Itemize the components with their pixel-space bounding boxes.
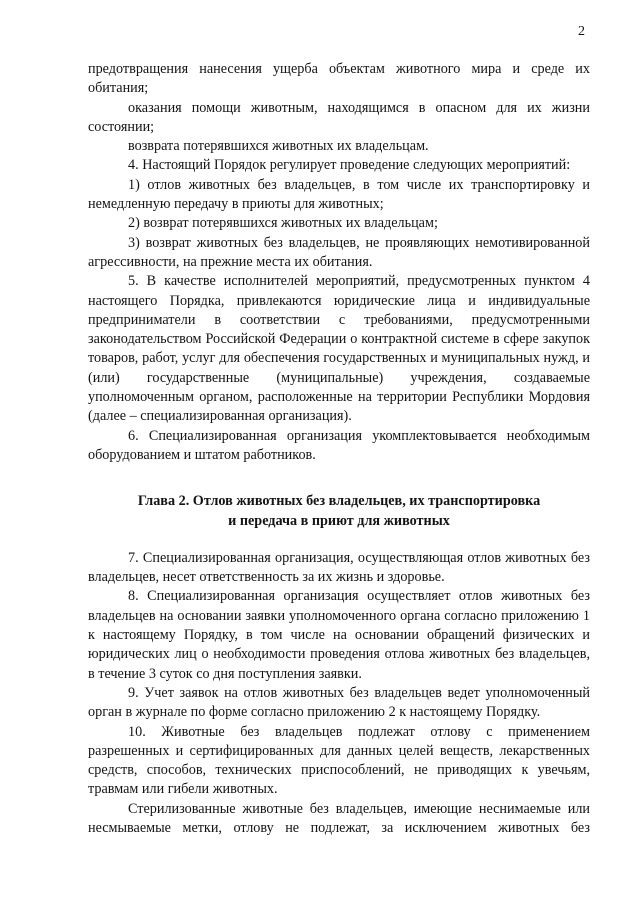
paragraph: оказания помощи животным, находящимся в опасном для их жизни состоянии;	[88, 99, 590, 135]
paragraph: 3) возврат животных без владельцев, не проявляющих немотивированной агрессивности, на прежние места их обитания.	[88, 234, 590, 270]
chapter-heading-line-1: Глава 2. Отлов животных без владельцев, их транспортировка	[137, 493, 541, 510]
document-body	[88, 60, 590, 838]
paragraph: 2) возврат потерявшихся животных их владельцам;	[128, 215, 438, 232]
paragraph: 5. В качестве исполнителей мероприятий, предусмотренных пунктом 4 настоящего Порядка, привлекаются юридические лица и индивидуальные предприниматели в соответствии с требованиями, предусмотренными законодательством Российской Федерации о контрактной системе в сфере закупок товаров, работ, услуг для обеспечения государственных и муниципальных нужд, и (или) государственные (муниципальные) учреждения, создаваемые уполномоченным органом, расположенные на территории Республики Мордовия (далее – специализированная организация).	[88, 273, 590, 425]
paragraph: 4. Настоящий Порядок регулирует проведение следующих мероприятий:	[128, 157, 571, 174]
paragraph: 7. Специализированная организация, осуществляющая отлов животных без владельцев, несет ответственность за их жизнь и здоровье.	[88, 549, 590, 586]
chapter-heading-line-2: и передача в приют для животных	[228, 512, 450, 529]
paragraph: возврата потерявшихся животных их владельцам.	[128, 138, 429, 155]
paragraph: 10. Животные без владельцев подлежат отлову с применением разрешенных и сертифицированных для данных целей веществ, лекарственных средств, способов, технических приспособлений, не приводящих к увечьям, травмам или гибели животных.	[88, 723, 590, 798]
paragraph: Стерилизованные животные без владельцев, имеющие неснимаемые или несмываемые метки, отлову не подлежат, за исключением животных без	[88, 800, 590, 836]
paragraph: 1) отлов животных без владельцев, в том числе их транспортировку и немедленную передачу в приюты для животных;	[88, 176, 590, 213]
paragraph: предотвращения нанесения ущерба объектам животного мира и среде их обитания;	[88, 61, 590, 97]
paragraph: 9. Учет заявок на отлов животных без владельцев ведет уполномоченный орган в журнале по форме согласно приложению 2 к настоящему Порядку.	[88, 684, 590, 721]
paragraph: 6. Специализированная организация укомплектовывается необходимым оборудованием и штатом работников.	[88, 427, 590, 463]
chapter-heading	[88, 492, 590, 531]
paragraph: 8. Специализированная организация осуществляет отлов животных без владельцев на основании заявки уполномоченного органа согласно приложению 1 к настоящему Порядку, в том числе на основании обращений физических и юридических лиц о необходимости проведения отлова животных без владельцев, в течение 3 суток со дня поступления заявки.	[88, 588, 590, 682]
page-number: 2	[578, 24, 585, 39]
